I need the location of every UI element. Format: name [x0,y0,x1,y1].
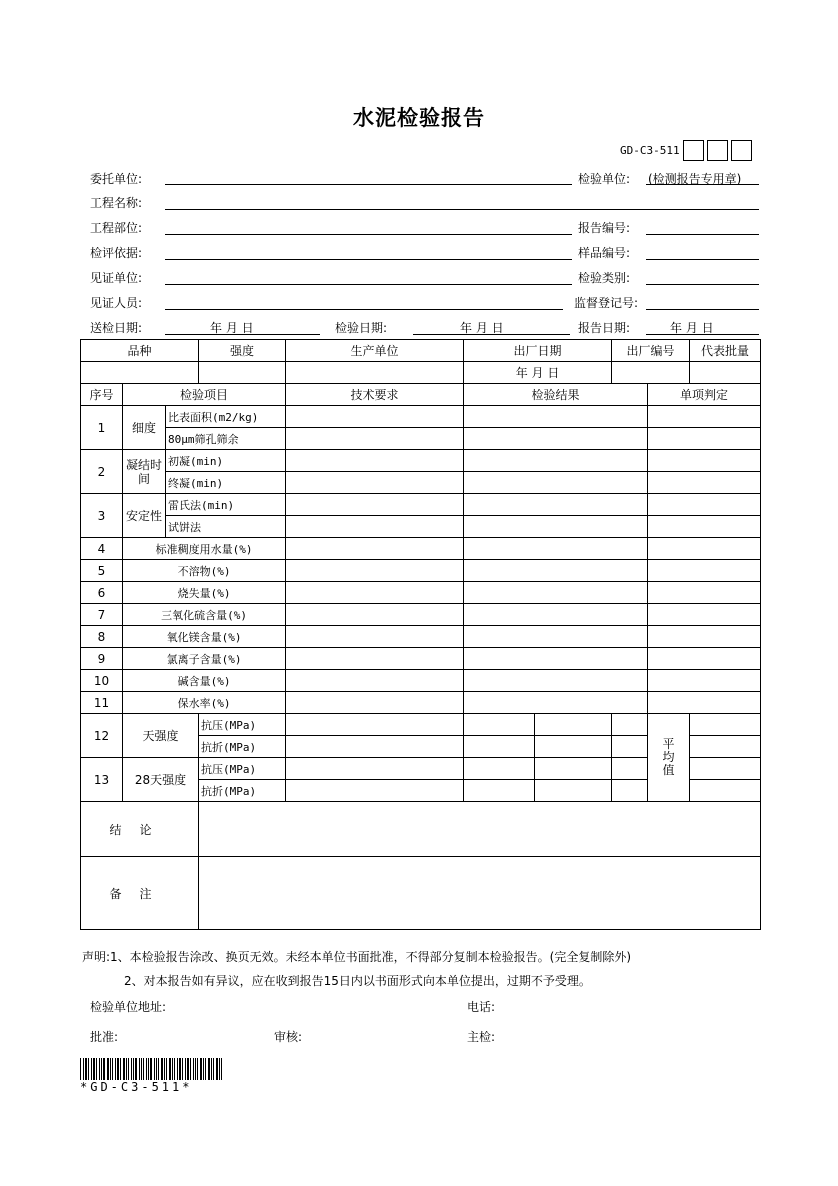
result-cell[interactable] [464,560,648,582]
statement-2: 2、对本报告如有异议，应在收到报告15日内以书面形式向本单位提出，过期不予受理。 [124,974,591,988]
average-cell[interactable] [690,736,761,758]
barcode-bar [96,1058,97,1080]
strength-cell[interactable] [199,362,286,384]
variety-header: 品种 [81,340,199,362]
top-value-row [81,362,761,384]
approve-label: 批准: [90,1030,119,1044]
judgement-cell[interactable] [648,472,761,494]
result-header: 检验结果 [464,384,648,406]
page-title: 水泥检验报告 [353,106,485,130]
barcode-bar [182,1058,183,1080]
requirement-cell[interactable] [286,560,464,582]
statement-1: 声明:1、本检验报告涂改、换页无效。未经本单位书面批准，不得部分复制本检验报告。(完全复制除外) [82,950,632,964]
judgement-cell[interactable] [648,516,761,538]
sub-item-label: 雷氏法(min) [166,494,286,516]
judgement-cell[interactable] [648,582,761,604]
item-label: 氯离子含量(%) [123,648,286,670]
client-label: 委托单位: [90,172,143,186]
barcode-bar [120,1058,121,1080]
client-field[interactable] [165,184,572,185]
project-part-field[interactable] [165,234,572,235]
barcode-bar [141,1058,142,1080]
requirement-cell[interactable] [286,670,464,692]
code-box-2[interactable] [707,140,728,161]
barcode-bar [177,1058,178,1080]
barcode-text: *GD-C3-511* [80,1080,193,1094]
code-box-1[interactable] [683,140,704,161]
requirement-cell[interactable] [286,780,464,802]
result-cell[interactable] [535,758,612,780]
sub-item-label: 抗压(MPa) [199,758,286,780]
sub-item-label: 比表面积(m2/kg) [166,406,286,428]
result-cell[interactable] [612,758,648,780]
barcode-bar [91,1058,92,1080]
row-no: 10 [81,670,123,692]
average-label [648,714,690,802]
basis-label: 检评依据: [90,246,143,260]
table-row [81,428,761,450]
barcode-bar [208,1058,210,1080]
barcode-bar [187,1058,189,1080]
barcode-bar [193,1058,194,1080]
barcode-bar [166,1058,167,1080]
barcode-bar [158,1058,159,1080]
barcode-bar [190,1058,191,1080]
result-cell[interactable] [464,428,648,450]
result-cell[interactable] [612,736,648,758]
address-label: 检验单位地址: [90,1000,167,1014]
result-cell[interactable] [464,626,648,648]
send-date-value: 年 月 日 [210,321,254,335]
row-no: 11 [81,692,123,714]
row-no: 12 [81,714,123,758]
main-test-label: 主检: [467,1030,496,1044]
result-cell[interactable] [464,604,648,626]
requirement-cell[interactable] [286,604,464,626]
test-table [80,339,761,930]
factory-no-cell[interactable] [612,362,690,384]
barcode-bar [200,1058,202,1080]
result-cell[interactable] [464,450,648,472]
barcode-bar [110,1058,111,1080]
result-cell[interactable] [464,692,648,714]
table-row [81,692,761,714]
remarks-text: 备注 [109,886,170,901]
table-row [81,604,761,626]
sub-item-label: 试饼法 [166,516,286,538]
requirement-cell[interactable] [286,406,464,428]
barcode-bar [101,1058,102,1080]
result-cell[interactable] [464,670,648,692]
barcode-bar [85,1058,87,1080]
project-part-label: 工程部位: [90,221,143,235]
project-name-label: 工程名称: [90,196,143,210]
barcode-bar [213,1058,214,1080]
judgement-cell[interactable] [648,538,761,560]
send-date-label: 送检日期: [90,321,143,335]
result-cell[interactable] [535,736,612,758]
report-date-value: 年 月 日 [670,321,714,335]
requirement-cell[interactable] [286,648,464,670]
remarks-label [81,857,199,930]
barcode-bar [123,1058,125,1080]
table-row [81,538,761,560]
conclusion-cell[interactable] [199,802,761,857]
sub-item-label: 抗压(MPa) [199,714,286,736]
row-no: 4 [81,538,123,560]
barcode-bar [135,1058,137,1080]
table-row [81,560,761,582]
review-label: 审核: [274,1030,303,1044]
batch-cell[interactable] [690,362,761,384]
item-label: 标准稠度用水量(%) [123,538,286,560]
barcode-bar [197,1058,198,1080]
item-label: 保水率(%) [123,692,286,714]
item-group-label: 细度 [123,406,166,450]
witness-person-label: 见证人员: [90,296,143,310]
supervision-no-label: 监督登记号: [574,296,639,310]
judgement-cell[interactable] [648,692,761,714]
table-row [81,626,761,648]
doc-code-row [620,139,752,161]
table-row [81,648,761,670]
table-row [81,450,761,472]
table-row [81,670,761,692]
barcode-bar [131,1058,132,1080]
judgement-cell[interactable] [648,428,761,450]
barcode-bar [164,1058,165,1080]
barcode-bar [205,1058,206,1080]
result-cell[interactable] [464,538,648,560]
requirement-cell[interactable] [286,758,464,780]
barcode-image [80,1058,224,1080]
result-cell[interactable] [464,516,648,538]
barcode-bar [211,1058,212,1080]
result-cell[interactable] [535,714,612,736]
row-no: 7 [81,604,123,626]
result-cell[interactable] [464,406,648,428]
barcode-bar [93,1058,95,1080]
test-unit-field[interactable] [646,184,759,185]
row-no: 1 [81,406,123,450]
witness-unit-field[interactable] [165,284,572,285]
requirement-cell[interactable] [286,582,464,604]
producer-header: 生产单位 [286,340,464,362]
average-cell[interactable] [690,780,761,802]
requirement-cell[interactable] [286,472,464,494]
barcode-bar [156,1058,157,1080]
row-no: 9 [81,648,123,670]
judgement-cell[interactable] [648,604,761,626]
barcode-bar [221,1058,222,1080]
barcode-bar [179,1058,181,1080]
result-cell[interactable] [612,714,648,736]
barcode-bar [117,1058,119,1080]
result-cell[interactable] [464,472,648,494]
requirement-cell[interactable] [286,692,464,714]
no-header: 序号 [81,384,123,406]
factory-no-header: 出厂编号 [612,340,690,362]
conclusion-text: 结论 [109,822,170,837]
report-no-label: 报告编号: [578,221,631,235]
supervision-no-field[interactable] [646,309,759,310]
barcode-bar [148,1058,149,1080]
code-box-3[interactable] [731,140,752,161]
judgement-cell[interactable] [648,450,761,472]
judgement-cell[interactable] [648,494,761,516]
witness-person-field[interactable] [165,309,563,310]
barcode-bar [126,1058,127,1080]
barcode-bar [216,1058,218,1080]
item-group-label: 天强度 [123,714,199,758]
test-date-value: 年 月 日 [460,321,504,335]
variety-cell[interactable] [81,362,199,384]
row-no: 8 [81,626,123,648]
item-label: 烧失量(%) [123,582,286,604]
average-cell[interactable] [690,714,761,736]
requirement-cell[interactable] [286,516,464,538]
barcode-bar [112,1058,113,1080]
barcode-bar [169,1058,171,1080]
item-group-label: 凝结时间 [123,450,166,494]
barcode-bar [195,1058,196,1080]
phone-label: 电话: [467,1000,496,1014]
judgement-cell[interactable] [648,626,761,648]
judgement-header: 单项判定 [648,384,761,406]
requirement-cell[interactable] [286,538,464,560]
barcode-bar [219,1058,220,1080]
barcode-bar [103,1058,105,1080]
judgement-cell[interactable] [648,560,761,582]
test-unit-label: 检验单位: [578,172,631,186]
doc-code: GD-C3-511 [620,143,680,157]
table-row [81,582,761,604]
row-no: 5 [81,560,123,582]
average-text: 平均值 [662,737,675,777]
sub-item-label: 终凝(min) [166,472,286,494]
test-type-label: 检验类别: [578,271,631,285]
item-label: 碱含量(%) [123,670,286,692]
barcode-bar [150,1058,152,1080]
sub-item-label: 80μm筛孔筛余 [166,428,286,450]
item-group-label: 28天强度 [123,758,199,802]
factory-date-header: 出厂日期 [464,340,612,362]
row-no: 13 [81,758,123,802]
judgement-cell[interactable] [648,648,761,670]
sub-item-label: 抗折(MPa) [199,780,286,802]
conclusion-label [81,802,199,857]
barcode-bar [172,1058,173,1080]
barcode-bar [99,1058,100,1080]
requirement-cell[interactable] [286,736,464,758]
requirement-cell[interactable] [286,450,464,472]
table-row [81,406,761,428]
barcode-bar [146,1058,147,1080]
batch-header: 代表批量 [690,340,761,362]
barcode-bar [107,1058,109,1080]
row-no: 2 [81,450,123,494]
item-label: 三氧化硫含量(%) [123,604,286,626]
result-cell[interactable] [464,736,535,758]
average-cell[interactable] [690,758,761,780]
sub-item-label: 抗折(MPa) [199,736,286,758]
requirement-cell[interactable] [286,714,464,736]
requirement-cell[interactable] [286,428,464,450]
sample-no-label: 样品编号: [578,246,631,260]
item-label: 氧化镁含量(%) [123,626,286,648]
strength-header: 强度 [199,340,286,362]
result-cell[interactable] [612,780,648,802]
remarks-row [81,857,761,930]
barcode-bar [161,1058,163,1080]
result-cell[interactable] [464,648,648,670]
table-row [81,516,761,538]
barcode-bar [185,1058,186,1080]
item-header: 检验项目 [123,384,286,406]
item-group-label: 安定性 [123,494,166,538]
barcode-bar [80,1058,81,1080]
factory-date-cell[interactable]: 年 月 日 [464,362,612,384]
table-row [81,472,761,494]
result-cell[interactable] [464,582,648,604]
row-no: 3 [81,494,123,538]
conclusion-row [81,802,761,857]
table-row [81,494,761,516]
test-unit-value: (检测报告专用章) [648,172,742,186]
column-header-row [81,384,761,406]
result-cell[interactable] [464,758,535,780]
result-cell[interactable] [464,780,535,802]
basis-field[interactable] [165,259,572,260]
test-type-field[interactable] [646,284,759,285]
table-row [81,714,761,736]
barcode-bar [133,1058,134,1080]
remarks-cell[interactable] [199,857,761,930]
barcode-bar [174,1058,175,1080]
barcode-bar [154,1058,155,1080]
result-cell[interactable] [464,494,648,516]
report-no-field[interactable] [646,234,759,235]
result-cell[interactable] [535,780,612,802]
barcode-bar [88,1058,89,1080]
barcode-bar [203,1058,204,1080]
witness-unit-label: 见证单位: [90,271,143,285]
row-no: 6 [81,582,123,604]
requirement-cell[interactable] [286,494,464,516]
top-header-row [81,340,761,362]
result-cell[interactable] [464,714,535,736]
requirement-cell[interactable] [286,626,464,648]
barcode-bar [143,1058,145,1080]
sub-item-label: 初凝(min) [166,450,286,472]
barcode-bar [139,1058,140,1080]
report-date-label: 报告日期: [578,321,631,335]
producer-cell[interactable] [286,362,464,384]
sample-no-field[interactable] [646,259,759,260]
judgement-cell[interactable] [648,406,761,428]
requirement-header: 技术要求 [286,384,464,406]
item-label: 不溶物(%) [123,560,286,582]
test-date-label: 检验日期: [335,321,388,335]
barcode-bar [128,1058,129,1080]
project-name-field[interactable] [165,209,759,210]
barcode-bar [83,1058,84,1080]
judgement-cell[interactable] [648,670,761,692]
barcode-bar [115,1058,116,1080]
